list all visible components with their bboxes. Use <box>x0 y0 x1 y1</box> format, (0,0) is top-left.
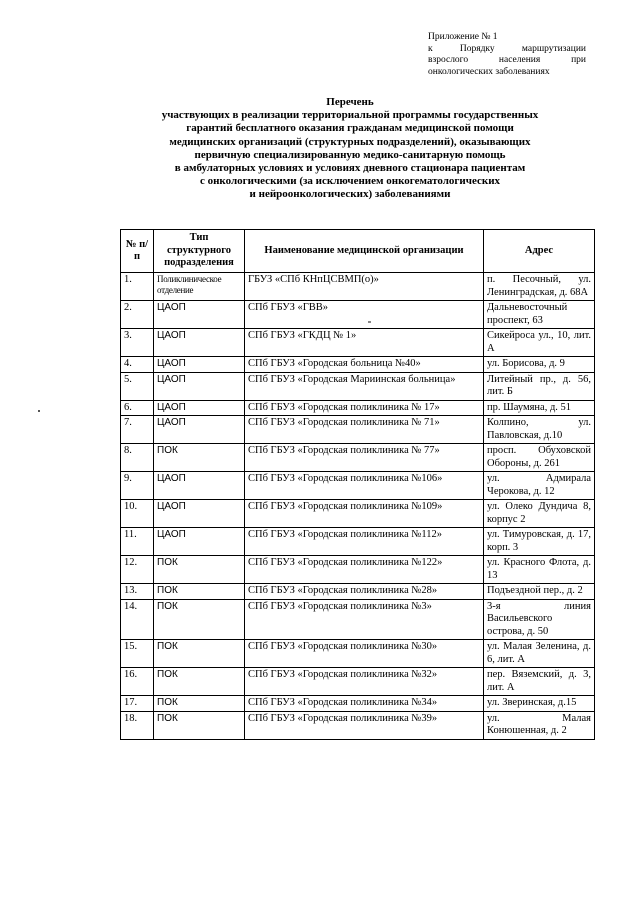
header-organization: Наименование медицинской организации <box>245 230 484 273</box>
cell-type: ПОК <box>154 640 245 668</box>
cell-type: ЦАОП <box>154 528 245 556</box>
table-row <box>121 301 595 329</box>
cell-number: 8. <box>121 444 154 472</box>
title-line: в амбулаторных условиях и условиях дневного стационара пациентам <box>174 162 526 175</box>
cell-address: ул. Адмирала Черокова, д. 12 <box>484 472 595 500</box>
cell-type: ПОК <box>154 711 245 739</box>
cell-address: Колпино, ул. Павловская, д.10 <box>484 416 595 444</box>
cell-number: 15. <box>121 640 154 668</box>
cell-address: ул. Тимуровская, д. 17, корп. 3 <box>484 528 595 556</box>
cell-address: ул. Зверинская, д.15 <box>484 696 595 712</box>
table-row <box>121 400 595 416</box>
appendix-line: Приложение № 1 <box>428 32 498 42</box>
organizations-table <box>120 229 595 740</box>
cell-type: ПОК <box>154 696 245 712</box>
cell-number: 3. <box>121 329 154 357</box>
cell-address: ул. Красного Флота, д. 13 <box>484 556 595 584</box>
title-line: первичную специализированную медико-санитарную помощь <box>194 148 506 161</box>
cell-organization: СПб ГБУЗ «Городская поликлиника №34» <box>245 696 484 712</box>
cell-organization: СПб ГБУЗ «Городская больница №40» <box>245 357 484 373</box>
cell-number: 6. <box>121 400 154 416</box>
cell-organization: СПб ГБУЗ «Городская поликлиника №109» <box>245 500 484 528</box>
cell-number: 9. <box>121 472 154 500</box>
cell-address: Литейный пр., д. 56, лит. Б <box>484 372 595 400</box>
appendix-line: взрослого населения при <box>428 55 586 65</box>
scan-speck <box>38 410 40 412</box>
cell-number: 10. <box>121 500 154 528</box>
cell-type: ЦАОП <box>154 329 245 357</box>
cell-number: 18. <box>121 711 154 739</box>
appendix-note <box>428 32 586 78</box>
table-row <box>121 273 595 301</box>
cell-address: Подъездной пер., д. 2 <box>484 584 595 600</box>
cell-type: ЦАОП <box>154 301 245 329</box>
cell-type: ЦАОП <box>154 416 245 444</box>
title-line: медицинских организаций (структурных подразделений), оказывающих <box>169 135 531 148</box>
cell-number: 11. <box>121 528 154 556</box>
cell-type: Поликлиническое отделение <box>154 273 245 301</box>
cell-organization: СПб ГБУЗ «Городская поликлиника №28» <box>245 584 484 600</box>
table-row <box>121 357 595 373</box>
cell-number: 16. <box>121 668 154 696</box>
cell-address: Сикейроса ул., 10, лит. А <box>484 329 595 357</box>
cell-type: ЦАОП <box>154 472 245 500</box>
table-row <box>121 500 595 528</box>
cell-number: 12. <box>121 556 154 584</box>
cell-address: ул. Олеко Дундича 8, корпус 2 <box>484 500 595 528</box>
cell-type: ЦАОП <box>154 500 245 528</box>
table-row <box>121 372 595 400</box>
document-title <box>160 96 540 202</box>
cell-address: ул. Малая Зеленина, д. 6, лит. А <box>484 640 595 668</box>
table-row <box>121 416 595 444</box>
table-row <box>121 444 595 472</box>
table-row <box>121 668 595 696</box>
cell-organization: ГБУЗ «СПб КНпЦСВМП(о)» <box>245 273 484 301</box>
cell-type: ЦАОП <box>154 400 245 416</box>
table-row <box>121 584 595 600</box>
header-address: Адрес <box>484 230 595 273</box>
cell-address: ул. Малая Конюшенная, д. 2 <box>484 711 595 739</box>
table-row <box>121 599 595 640</box>
cell-number: 1. <box>121 273 154 301</box>
title-line: гарантий бесплатного оказания гражданам медицинской помощи <box>186 122 514 135</box>
title-line: с онкологическими (за исключением онкогематологических <box>199 175 501 188</box>
cell-address: п. Песочный, ул. Ленинградская, д. 68А <box>484 273 595 301</box>
cell-address: пр. Шаумяна, д. 51 <box>484 400 595 416</box>
cell-address: Дальневосточный проспект, 63 <box>484 301 595 329</box>
cell-type: ЦАОП <box>154 357 245 373</box>
cell-number: 14. <box>121 599 154 640</box>
cell-number: 2. <box>121 301 154 329</box>
appendix-line: онкологических заболеваниях <box>428 66 550 77</box>
cell-organization: СПб ГБУЗ «Городская поликлиника №39» <box>245 711 484 739</box>
title-line: и нейроонкологических) заболеваниями <box>249 188 451 201</box>
cell-number: 13. <box>121 584 154 600</box>
table-row <box>121 696 595 712</box>
cell-number: 17. <box>121 696 154 712</box>
cell-organization: СПб ГБУЗ «Городская поликлиника №112» <box>245 528 484 556</box>
cell-organization: СПб ГБУЗ «Городская Мариинская больница» <box>245 372 484 400</box>
appendix-line: к Порядку маршрутизации <box>428 43 586 54</box>
table-row <box>121 528 595 556</box>
cell-address: ул. Борисова, д. 9 <box>484 357 595 373</box>
header-number: № п/п <box>121 230 154 273</box>
cell-number: 5. <box>121 372 154 400</box>
table-header-row <box>121 230 595 273</box>
cell-type: ЦАОП <box>154 372 245 400</box>
cell-number: 4. <box>121 357 154 373</box>
table-row <box>121 556 595 584</box>
cell-address: пер. Вяземский, д. 3, лит. А <box>484 668 595 696</box>
cell-organization: СПб ГБУЗ «Городская поликлиника №30» <box>245 640 484 668</box>
cell-organization: СПб ГБУЗ «ГКДЦ № 1» <box>245 329 484 357</box>
cell-organization: СПб ГБУЗ «Городская поликлиника №3» <box>245 599 484 640</box>
title-heading: Перечень <box>326 96 374 108</box>
cell-organization: СПб ГБУЗ «Городская поликлиника № 17» <box>245 400 484 416</box>
cell-organization: СПб ГБУЗ «Городская поликлиника № 71» <box>245 416 484 444</box>
table-row <box>121 711 595 739</box>
table-row <box>121 640 595 668</box>
table-row <box>121 472 595 500</box>
cell-organization: СПб ГБУЗ «Городская поликлиника №106» <box>245 472 484 500</box>
cell-type: ПОК <box>154 444 245 472</box>
cell-number: 7. <box>121 416 154 444</box>
table-row <box>121 329 595 357</box>
cell-type: ПОК <box>154 599 245 640</box>
cell-organization: СПб ГБУЗ «Городская поликлиника №122» <box>245 556 484 584</box>
cell-type: ПОК <box>154 668 245 696</box>
cell-address: просп. Обуховской Обороны, д. 261 <box>484 444 595 472</box>
cell-organization: СПб ГБУЗ «ГВВ» <box>245 301 484 329</box>
cell-type: ПОК <box>154 556 245 584</box>
cell-address: 3-я линия Васильевского острова, д. 50 <box>484 599 595 640</box>
title-line: участвующих в реализации территориальной программы государственных <box>161 109 539 122</box>
cell-type: ПОК <box>154 584 245 600</box>
cell-organization: СПб ГБУЗ «Городская поликлиника №32» <box>245 668 484 696</box>
cell-organization: СПб ГБУЗ «Городская поликлиника № 77» <box>245 444 484 472</box>
header-type: Тип структурного подразделения <box>154 230 245 273</box>
scan-speck <box>368 321 371 323</box>
